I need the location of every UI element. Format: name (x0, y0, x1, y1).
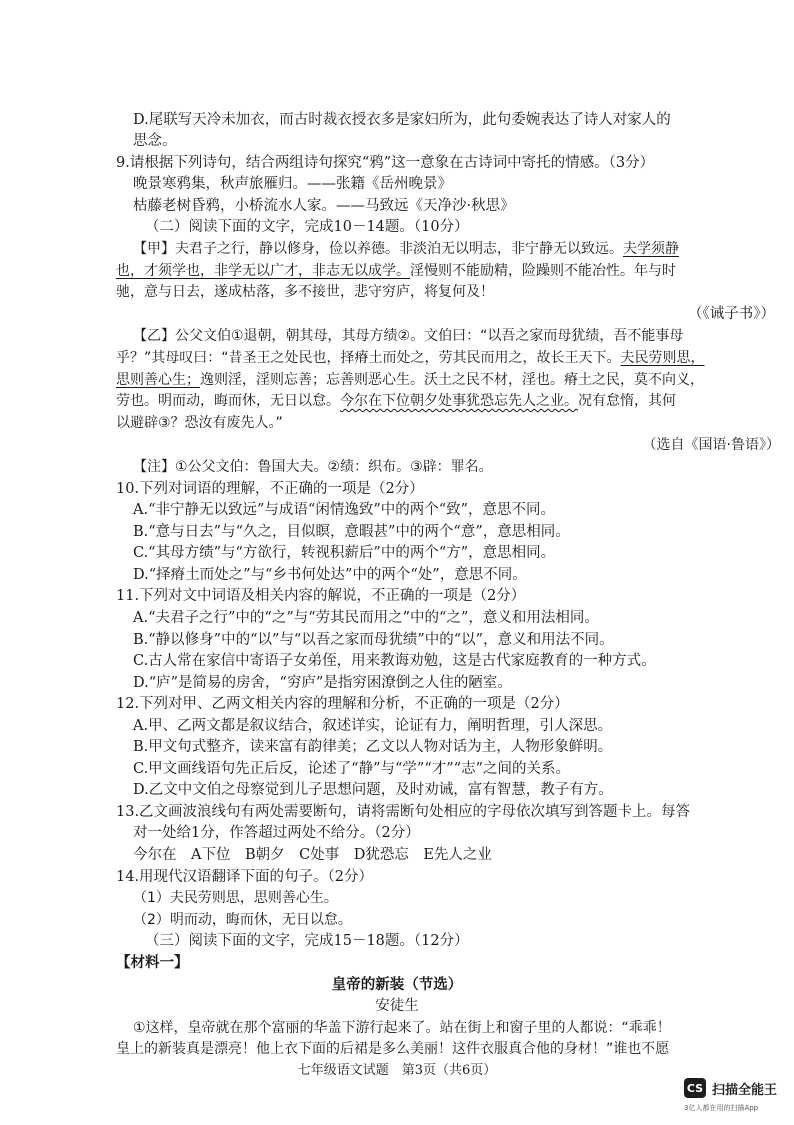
article-title: 皇帝的新装（节选） (331, 976, 463, 993)
wavy-underlined-sentence: 今尔在下位朝夕处事犹恐忘先人之业。 (340, 393, 578, 409)
q14-item-2: （2）明而动，晦而休，无日以怠。 (133, 912, 352, 928)
poem-line-2: 枯藤老树昏鸦，小桥流水人家。——马致远《天净沙·秋思》 (133, 198, 515, 214)
underlined-sentence: 夫学须静 (623, 241, 679, 257)
q10-option-a: A.“非宁静无以致远”与成语“闲情逸致”中的两个“致”，意思不同。 (133, 502, 556, 518)
text-jia-part: 【甲】夫君子之行，静以修身，俭以养德。非淡泊无以明志，非宁静无以致远。 (133, 241, 623, 257)
q11-option-c: C.古人常在家信中寄语子女弟侄，用来教诲劝勉，这是古代家庭教育的一种方式。 (133, 653, 656, 669)
q11-option-d: D.“庐”是简易的房舍，“穷庐”是指穷困潦倒之人住的陋室。 (133, 675, 512, 691)
text-yi-line-4 (116, 391, 676, 411)
q12-option-a: A.甲、乙两文都是叙议结合，叙述详实，论证有力，阐明哲理，引人深思。 (133, 718, 613, 734)
text-jia-line-2 (116, 261, 676, 281)
text-yi-line-1: 【乙】公父文伯①退朝，朝其母，其母方绩②。文伯曰：“以吾之家而母犹绩，吾不能事母 (133, 328, 684, 344)
q11-option-a: A.“夫君子之行”中的“之”与“劳其民而用之”中的“之”，意义和用法相同。 (133, 610, 599, 626)
question-11: 11.下列对文中词语及相关内容的解说，不正确的一项是（2分） (116, 588, 526, 604)
text-yi-line-5: 以避辟③？恐汝有废先人。” (116, 415, 283, 431)
scanner-watermark (684, 1078, 777, 1098)
text-jia-line-3: 驰，意与日去，遂成枯落，多不接世，悲守穷庐，将复何及！ (116, 284, 494, 300)
article-para-1-cont: 皇上的新装真是漂亮！他上衣下面的后裙是多么美丽！这件衣服真合他的身材！”谁也不愿 (116, 1041, 670, 1057)
text-yi-part: 乎？”其母叹曰：“昔圣王之处民也，择瘠土而处之，劳其民而用之，故长王天下。 (116, 350, 621, 366)
page-footer: 七年级语文试题 第3页（共6页） (297, 1063, 497, 1078)
source-jia: （《诫子书》） (688, 306, 775, 322)
section-3-heading: （三）阅读下面的文字，完成15－18题。（12分） (145, 933, 469, 949)
question-10: 10.下列对词语的理解，不正确的一项是（2分） (116, 481, 424, 497)
text-yi-part: 况有怠惰，其何 (578, 393, 676, 409)
poem-line-1: 晚景寒鸦集，秋声旅雁归。——张籍《岳州晚景》 (133, 176, 452, 192)
q11-option-b: B.“静以修身”中的“以”与“以吾之家而母犹绩”中的“以”，意义和用法不同。 (133, 632, 614, 648)
option-d-continued: D.尾联写天冷未加衣，而古时裁衣授衣多是家妇所为，此句委婉表达了诗人对家人的 (133, 112, 671, 128)
material-1-label: 【材料一】 (116, 954, 189, 971)
q12-option-c: C.甲文画线语句先正后反，论述了“静”与“学”“才”“志”之间的关系。 (133, 761, 570, 777)
underlined-sentence: 也，才须学也，非学无以广才，非志无以成学。 (116, 263, 410, 279)
scanner-brand: 扫描全能王 (712, 1082, 778, 1098)
annotation: 【注】①公父文伯：鲁国大夫。②绩：织布。③辟：罪名。 (133, 459, 493, 475)
text-jia-line-1 (133, 239, 679, 259)
text-jia-part: 淫慢则不能励精，险躁则不能冶性。年与时 (410, 263, 676, 279)
article-author: 安徒生 (375, 998, 419, 1014)
scanner-tagline: 3亿人都在用的扫描App (684, 1104, 759, 1112)
underlined-sentence: 思则善心生； (116, 372, 200, 388)
text-yi-part: 劳也。明而动，晦而休，无日以怠。 (116, 393, 340, 409)
q10-option-d: D.“择瘠土而处之”与“乡书何处达”中的两个“处”，意思不同。 (133, 567, 527, 583)
question-9: 9.请根据下列诗句，结合两组诗句探究“鸦”这一意象在古诗词中寄托的情感。（3分） (116, 155, 655, 171)
underlined-sentence: 夫民劳则思， (620, 350, 705, 366)
q14-item-1: （1）夫民劳则思，思则善心生。 (133, 890, 338, 906)
question-13-sentence: 今尔在 A下位 B朝夕 C处事 D犹恐忘 E先人之业 (133, 847, 492, 863)
source-yi: （选自《国语·鲁语》） (642, 437, 780, 453)
text-yi-line-3 (116, 370, 704, 390)
article-para-1: ①这样，皇帝就在那个富丽的华盖下游行起来了。站在街上和窗子里的人都说：“乖乖！ (133, 1020, 671, 1036)
section-2-heading: （二）阅读下面的文字，完成10－14题。（10分） (145, 219, 469, 235)
question-13: 13.乙文画波浪线句有两处需要断句，请将需断句处相应的字母依次填写到答题卡上。每答 (116, 804, 691, 820)
q12-option-b: B.甲文句式整齐，读来富有韵律美；乙文以人物对话为主，人物形象鲜明。 (133, 739, 613, 755)
q10-option-b: B.“意与日去”与“久之，目似瞑，意暇甚”中的两个“意”，意思相同。 (133, 524, 570, 540)
camscanner-logo-icon: CS (684, 1078, 706, 1098)
question-13-cont: 对一处给1分，作答超过两处不给分。（2分） (133, 825, 420, 841)
option-d-end: 思念。 (133, 133, 177, 149)
question-12: 12.下列对甲、乙两文相关内容的理解和分析，不正确的一项是（2分） (116, 696, 569, 712)
q12-option-d: D.乙文中文伯之母察觉到儿子思想问题，及时劝诫，富有智慧，教子有方。 (133, 782, 613, 798)
text-yi-part: 逸则淫，淫则忘善；忘善则恶心生。沃土之民不材，淫也。瘠土之民，莫不向义， (200, 372, 704, 388)
question-14: 14.用现代汉语翻译下面的句子。（2分） (116, 869, 374, 885)
q10-option-c: C.“其母方绩”与“方欲行，转视积薪后”中的两个“方”，意思相同。 (133, 545, 556, 561)
text-yi-line-2 (116, 348, 705, 368)
